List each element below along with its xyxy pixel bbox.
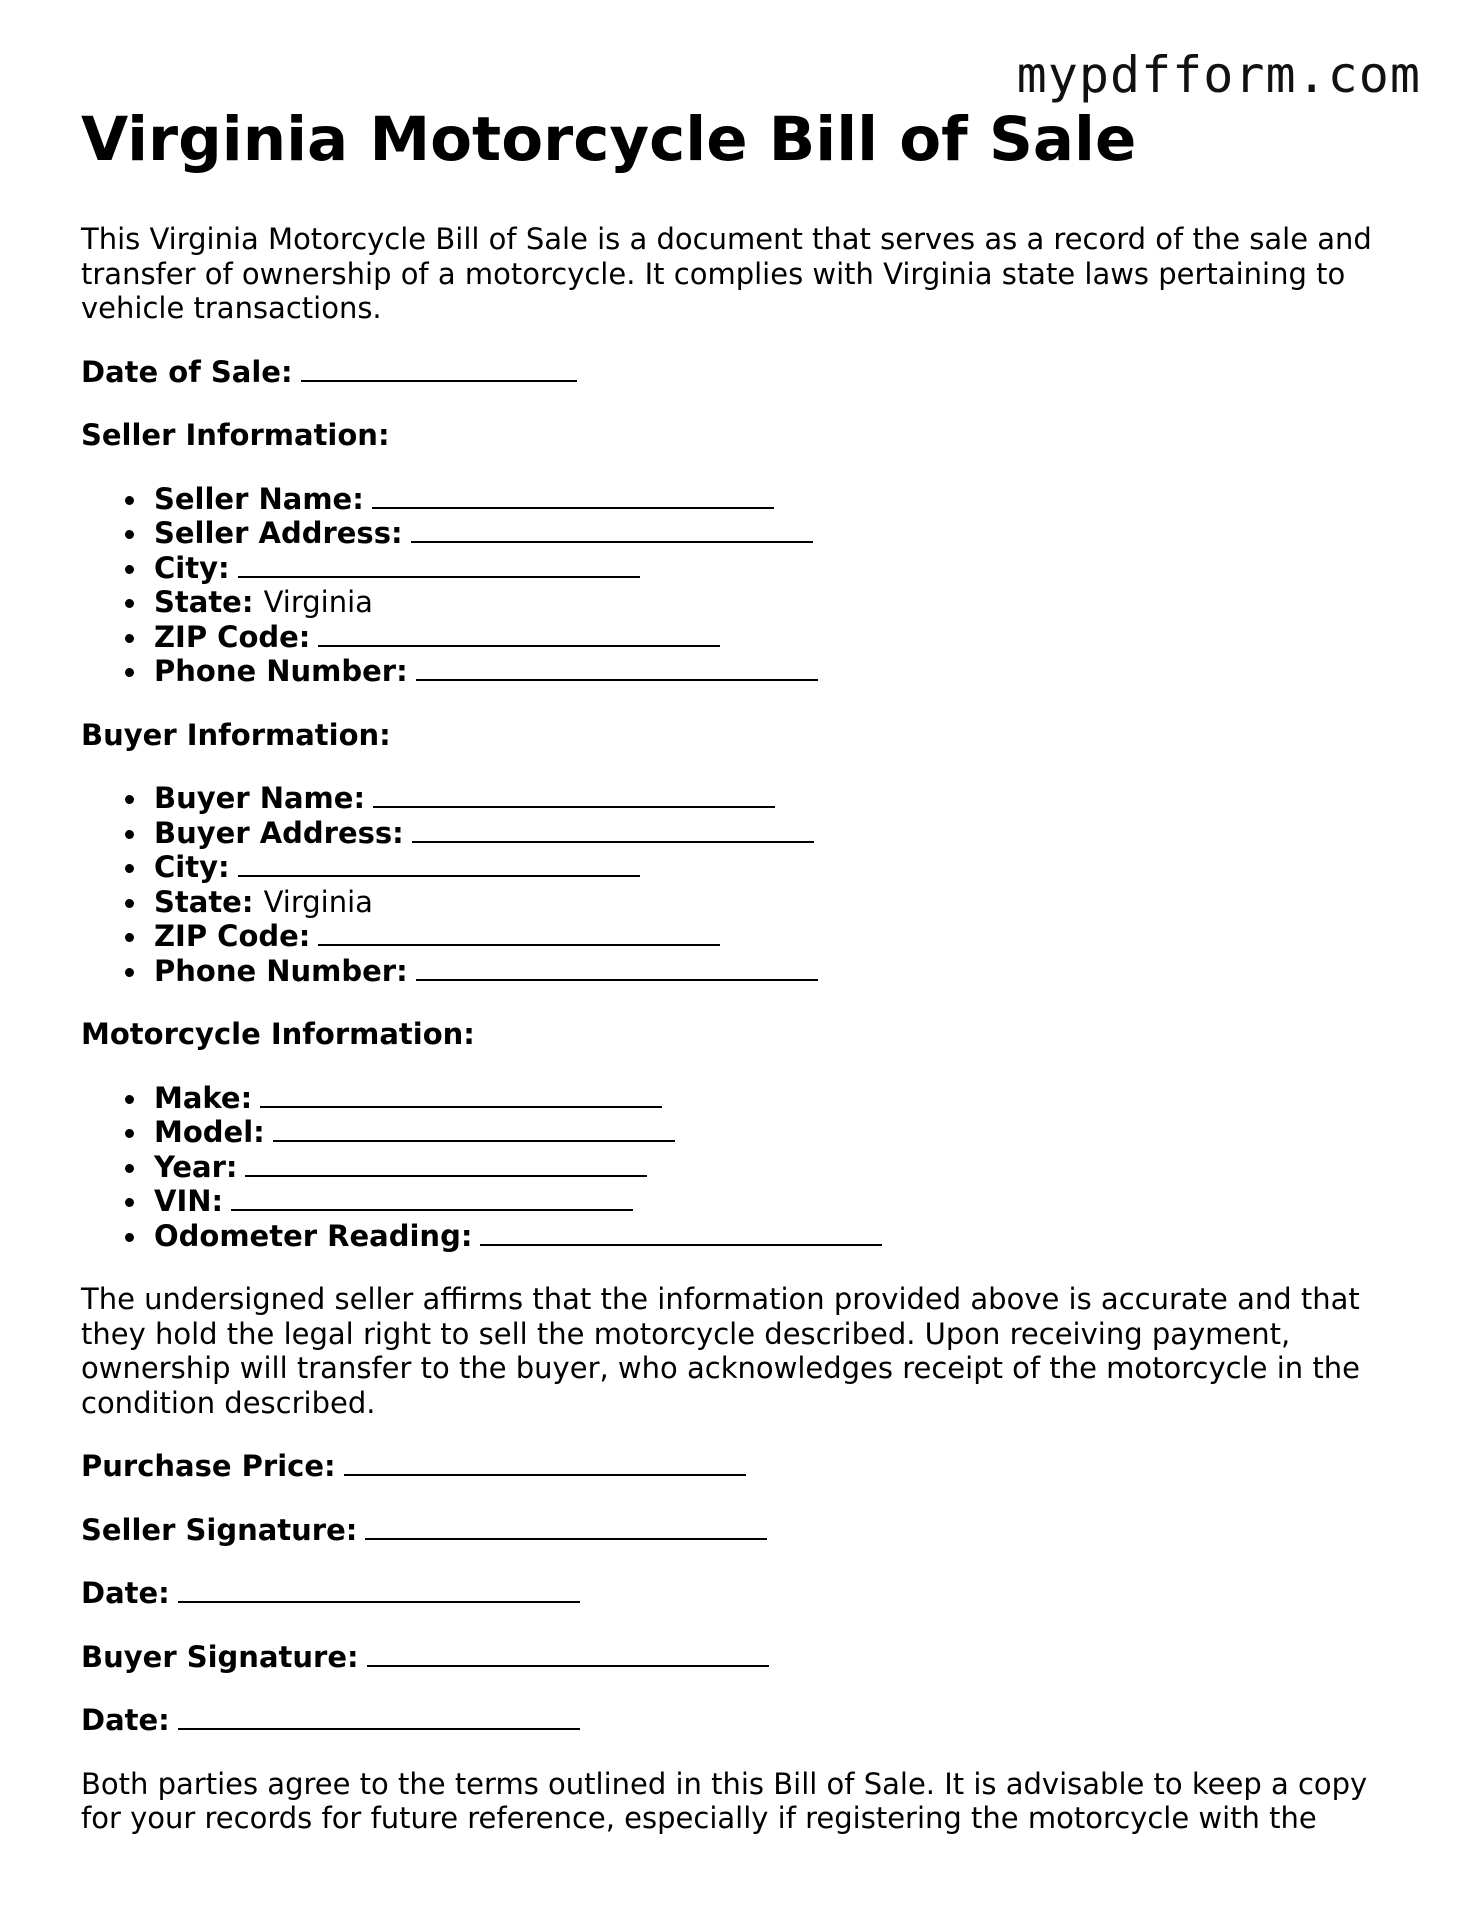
seller-address-label: Seller Address: [154,516,403,550]
buyer-state-item [154,885,1411,920]
make-item [154,1081,1411,1116]
seller-zip-blank[interactable] [318,620,720,647]
seller-phone-item [154,654,1411,689]
vin-label: VIN: [154,1184,224,1218]
year-blank[interactable] [245,1150,647,1177]
seller-state-label: State: [154,585,254,619]
seller-signature-field [81,1513,1411,1548]
buyer-address-label: Buyer Address: [154,815,404,850]
model-item [154,1115,1411,1150]
make-blank[interactable] [260,1081,662,1108]
seller-date-field [81,1576,1411,1611]
buyer-city-item [154,850,1411,885]
seller-date-label: Date: [81,1576,170,1610]
buyer-address-blank[interactable] [412,816,814,843]
buyer-name-label: Buyer Name: [154,781,366,815]
motorcycle-section-heading: Motorcycle Information: [81,1017,475,1051]
seller-address-blank[interactable] [411,516,813,543]
page-title: Virginia Motorcycle Bill of Sale [81,104,1137,175]
seller-name-label: Seller Name: [154,481,364,516]
buyer-date-label: Date: [81,1703,170,1737]
watermark: mypdfform.com [1016,46,1421,104]
vin-blank[interactable] [231,1184,633,1211]
buyer-zip-item [154,919,1411,954]
buyer-list [81,781,1411,988]
seller-phone-blank[interactable] [416,654,818,681]
odometer-item [154,1219,1411,1254]
seller-city-label: City: [154,550,230,585]
odometer-blank[interactable] [480,1219,882,1246]
buyer-address-item [154,816,1411,851]
buyer-section-heading: Buyer Information: [81,717,391,752]
seller-section-heading: Seller Information: [81,418,390,452]
buyer-state-value: Virginia [263,884,373,919]
purchase-price-field [81,1449,1411,1484]
affirmation-paragraph: The undersigned seller affirms that the information provided above is accurate and that they hold the legal right to sell the motorcycle described. Upon receiving payment, ownership will transfer to the buyer, who acknowledges receipt of the motorcycle in the condition described. [81,1282,1360,1420]
purchase-price-label: Purchase Price: [81,1449,336,1483]
year-label: Year: [154,1149,238,1184]
buyer-state-label: State: [154,884,254,919]
buyer-city-blank[interactable] [238,850,640,877]
buyer-signature-blank[interactable] [367,1640,769,1667]
model-label: Model: [154,1115,265,1149]
seller-state-item [154,585,1411,620]
date-of-sale-field [81,355,1411,390]
buyer-zip-label: ZIP Code: [154,919,311,953]
closing-paragraph: Both parties agree to the terms outlined in this Bill of Sale. It is advisable to keep a copy for your records for future reference, especially if registering the motorcycle with the [81,1766,1368,1835]
seller-zip-label: ZIP Code: [154,619,311,654]
buyer-name-blank[interactable] [373,781,775,808]
buyer-phone-item [154,954,1411,989]
model-blank[interactable] [273,1115,675,1142]
date-of-sale-blank[interactable] [301,355,577,382]
seller-city-item [154,551,1411,586]
buyer-name-item [154,781,1411,816]
buyer-signature-label: Buyer Signature: [81,1639,359,1674]
seller-name-blank[interactable] [372,482,774,509]
seller-state-value: Virginia [263,585,373,619]
seller-list [81,482,1411,689]
buyer-phone-blank[interactable] [416,954,818,981]
motorcycle-list [81,1081,1411,1254]
buyer-signature-field [81,1640,1411,1675]
intro-paragraph: This Virginia Motorcycle Bill of Sale is a document that serves as a record of the sale and transfer of ownership of a motorcycle. It complies with Virginia state laws pertaining to vehicle transactions. [81,222,1372,325]
seller-date-blank[interactable] [178,1576,580,1603]
document-page [81,104,1411,1836]
buyer-date-blank[interactable] [178,1703,580,1730]
seller-city-blank[interactable] [238,551,640,578]
seller-signature-blank[interactable] [365,1513,767,1540]
seller-address-item [154,516,1411,551]
buyer-date-field [81,1703,1411,1738]
seller-zip-item [154,620,1411,655]
year-item [154,1150,1411,1185]
seller-signature-label: Seller Signature: [81,1512,358,1547]
vin-item [154,1184,1411,1219]
date-of-sale-label: Date of Sale: [81,354,293,389]
buyer-phone-label: Phone Number: [154,953,408,988]
buyer-city-label: City: [154,850,230,884]
odometer-label: Odometer Reading: [154,1218,473,1253]
make-label: Make: [154,1080,253,1115]
seller-name-item [154,482,1411,517]
buyer-zip-blank[interactable] [318,919,720,946]
purchase-price-blank[interactable] [344,1449,746,1476]
seller-phone-label: Phone Number: [154,654,408,688]
